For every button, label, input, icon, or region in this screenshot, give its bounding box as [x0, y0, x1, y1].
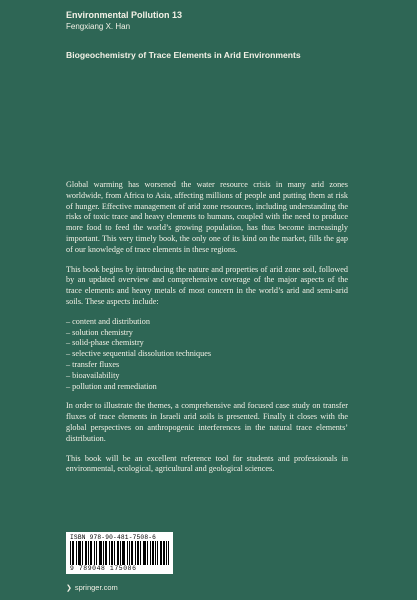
isbn-text: ISBN 978-90-481-7508-6: [70, 534, 157, 541]
author-name: Fengxiang X. Han: [66, 22, 131, 31]
blurb-paragraph-3: In order to illustrate the themes, a comprehensive and focused case study on transfer fluxes of trace elements in Israeli arid soils is presented. Finally it closes with the global perspectives on anthropogenic interferences in the natural trace elements’ distribution.: [66, 401, 348, 443]
series-header: [66, 10, 182, 32]
blurb-paragraph-4: This book will be an excellent reference tool for students and professionals in environmental, ecological, agricultural and geological sciences.: [66, 453, 348, 474]
aspects-list: [66, 317, 348, 393]
list-item: – solution chemistry: [66, 328, 348, 339]
list-item: – content and distribution: [66, 317, 348, 328]
list-item: – solid-phase chemistry: [66, 338, 348, 349]
series-title: Environmental Pollution 13: [66, 10, 183, 20]
publisher-url: [66, 583, 118, 592]
blurb-paragraph-1: Global warming has worsened the water resource crisis in many arid zones worldwide, from Africa to Asia, affecting millions of people and putting them at risk of hunger. Effective management of arid zone resources, including understanding the risks of toxic trace and heavy elements to humans, coupled with the need to produce more food to feed the world’s growing population, has thus become increasingly important. This very timely book, the only one of its kind on the market, fills the gap of our knowledge of trace elements in these regions.: [66, 180, 348, 254]
publisher-name: springer.com: [74, 583, 118, 592]
ean-digits: 9 789048 175086: [70, 565, 137, 572]
book-title: Biogeochemistry of Trace Elements in Arid Environments: [66, 50, 301, 60]
list-item: – transfer fluxes: [66, 360, 348, 371]
blurb-paragraph-2: This book begins by introducing the nature and properties of arid zone soil, followed by an updated overview and comprehensive coverage of the major aspects of the trace elements and heavy metals of most concern in the world’s arid and semi-arid soils. These aspects include:: [66, 264, 348, 306]
list-item: – selective sequential dissolution techniques: [66, 349, 348, 360]
publisher-chevron-icon: ❯: [66, 585, 72, 592]
isbn-barcode: [66, 532, 173, 574]
back-cover-blurb: [66, 180, 348, 484]
list-item: – bioavailability: [66, 371, 348, 382]
list-item: – pollution and remediation: [66, 382, 348, 393]
barcode-bars-icon: [70, 541, 169, 565]
